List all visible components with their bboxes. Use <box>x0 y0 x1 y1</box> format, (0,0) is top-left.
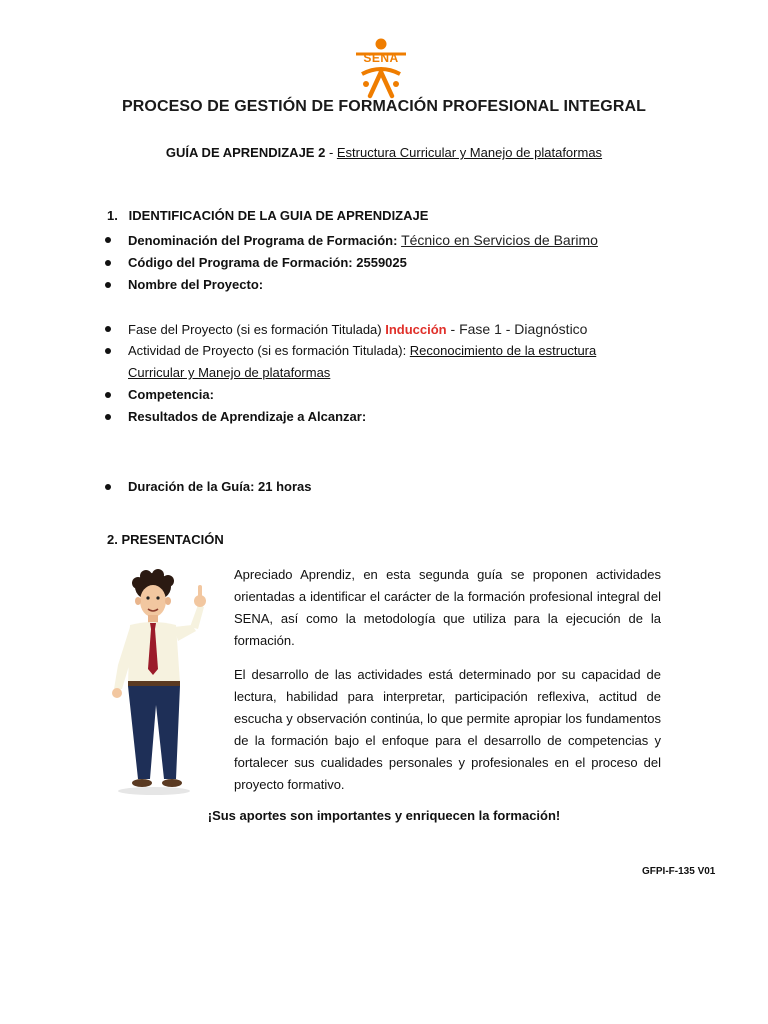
bullet-dot <box>105 484 111 490</box>
bullet-dot <box>105 392 111 398</box>
closing-statement: ¡Sus aportes son importantes y enriquecen la formación! <box>207 808 561 823</box>
fase-value-rest: - Fase 1 - Diagnóstico <box>446 321 588 337</box>
bullet-duracion <box>128 476 312 498</box>
sena-logo <box>352 38 410 100</box>
logo-text: SENA <box>363 51 399 65</box>
student-illustration <box>100 565 210 800</box>
bullet-codigo <box>128 252 407 274</box>
bullet-dot <box>105 348 111 354</box>
duracion-label: Duración de la Guía: <box>128 479 259 494</box>
denominacion-label: Denominación del Programa de Formación: <box>128 233 402 248</box>
resultados-label: Resultados de Aprendizaje a Alcanzar: <box>128 409 367 424</box>
fase-value-red: Inducción <box>385 322 447 337</box>
codigo-value: 2559025 <box>356 255 407 270</box>
denominacion-value: Técnico en Servicios de Barimo <box>401 232 598 248</box>
section1-heading: 1. IDENTIFICACIÓN DE LA GUIA DE APRENDIZAJE <box>107 208 429 223</box>
bullet-actividad <box>128 340 663 384</box>
bullet-denominacion <box>128 229 598 252</box>
actividad-label: Actividad de Proyecto (si es formación Titulada): <box>128 343 410 358</box>
bullet-competencia <box>128 384 214 406</box>
guide-name: Estructura Curricular y Manejo de plataformas <box>336 145 603 160</box>
bullet-dot <box>105 282 111 288</box>
fase-label: Fase del Proyecto (si es formación Titulada) <box>128 322 386 337</box>
competencia-label: Competencia: <box>128 387 214 402</box>
document-code: GFPI-F-135 V01 <box>642 866 716 877</box>
actividad-value-1: Reconocimiento de la estructura <box>409 343 597 358</box>
bullet-fase <box>128 318 587 341</box>
guide-label: GUÍA DE APRENDIZAJE 2 <box>165 145 326 160</box>
bullet-resultados <box>128 406 366 428</box>
bullet-nombre <box>128 274 263 296</box>
bullet-dot <box>105 260 111 266</box>
section2-heading: 2. PRESENTACIÓN <box>107 532 224 547</box>
presentation-paragraph-2: El desarrollo de las actividades está determinado por su capacidad de lectura, habilidad para interpretar, participación reflexiva, actitud de escucha y observación continúa, lo que permite apropiar los fundamentos de la formación bajo el enfoque para el desarrollo de competencias y fortalecer sus cualidades personales y profesionales en el proceso del proyecto formativo. <box>234 667 661 792</box>
page-title: PROCESO DE GESTIÓN DE FORMACIÓN PROFESIONAL INTEGRAL <box>121 98 647 115</box>
presentation-paragraph-1: Apreciado Aprendiz, en esta segunda guía se proponen actividades orientadas a identificar el carácter de la formación profesional integral del SENA, así como la metodología que utiliza para la ejecución de la formación. <box>234 567 661 648</box>
bullet-dot <box>105 414 111 420</box>
actividad-value-2: Curricular y Manejo de plataformas <box>128 365 331 380</box>
bullet-dot <box>105 326 111 332</box>
guide-subtitle <box>0 145 768 160</box>
guide-separator: - <box>325 145 337 160</box>
bullet-dot <box>105 237 111 243</box>
nombre-label: Nombre del Proyecto: <box>128 277 264 292</box>
codigo-label: Código del Programa de Formación: <box>128 255 357 270</box>
student-figure-icon <box>100 565 210 800</box>
duracion-value: 21 horas <box>258 479 312 494</box>
sena-logo-icon <box>352 38 410 100</box>
